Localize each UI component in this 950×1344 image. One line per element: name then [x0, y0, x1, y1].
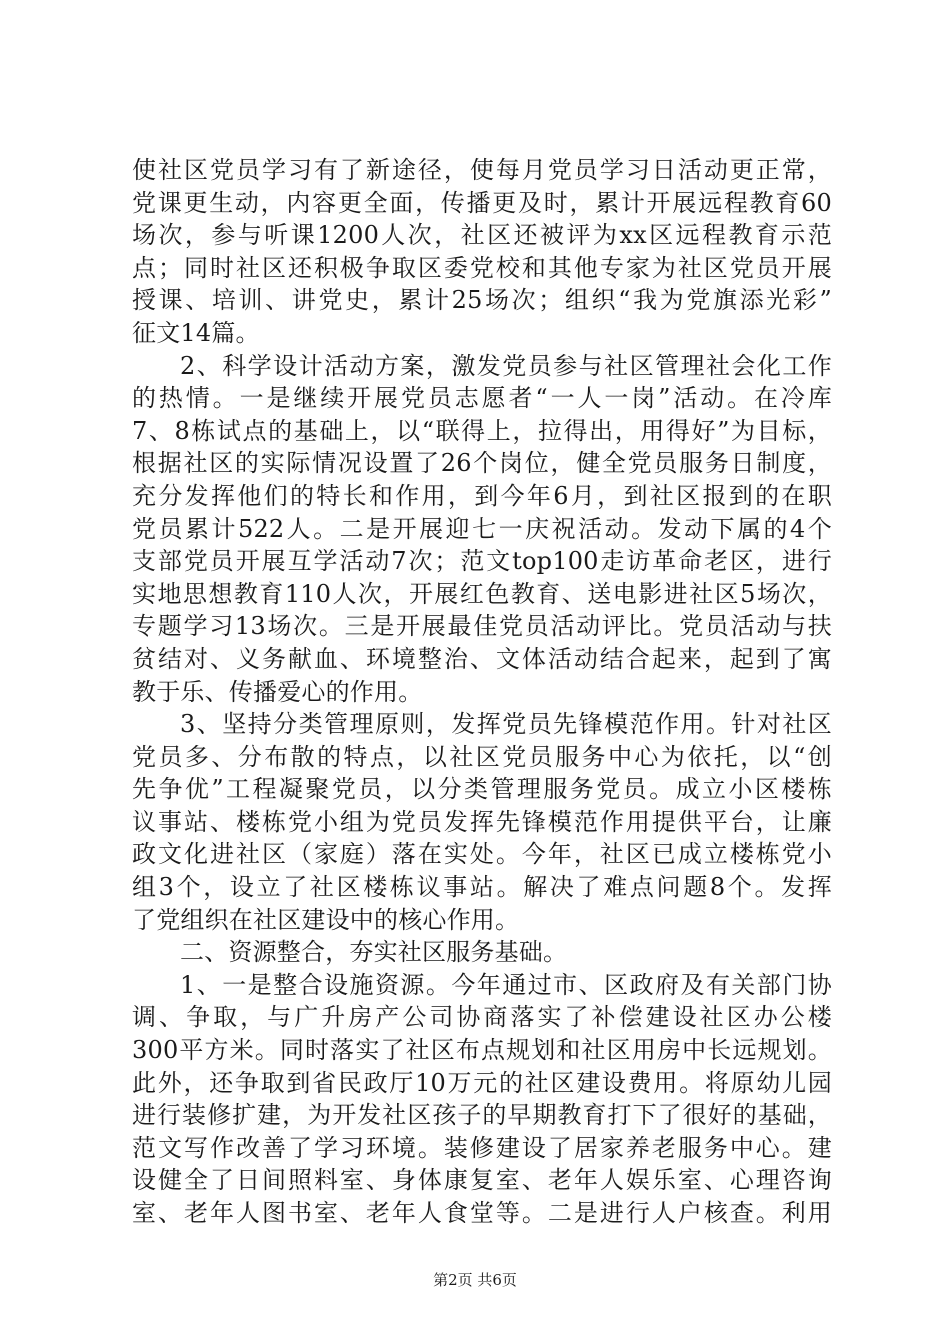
- text-line: 范文写作改善了学习环境。装修建设了居家养老服务中心。建: [132, 1133, 832, 1162]
- text-line: 1、一是整合设施资源。今年通过市、区政府及有关部门协: [180, 970, 832, 999]
- text-line: 专题学习13场次。三是开展最佳党员活动评比。党员活动与扶: [132, 612, 832, 641]
- text-line: 先争优”工程凝聚党员，以分类管理服务党员。成立小区楼栋: [132, 775, 832, 804]
- text-line: 300平方米。同时落实了社区布点规划和社区用房中长远规划。: [132, 1036, 832, 1065]
- text-line: 点；同时社区还积极争取区委党校和其他专家为社区党员开展: [132, 253, 832, 282]
- text-line: 教于乐、传播爱心的作用。: [132, 677, 423, 706]
- text-line: 授课、培训、讲党史，累计25场次；组织“我为党旗添光彩”: [132, 286, 832, 315]
- text-line: 了党组织在社区建设中的核心作用。: [132, 905, 520, 934]
- text-line: 的热情。一是继续开展党员志愿者“一人一岗”活动。在冷库: [132, 384, 832, 413]
- text-line: 7、8栋试点的基础上，以“联得上，拉得出，用得好”为目标，: [132, 416, 832, 445]
- text-line: 实地思想教育110人次，开展红色教育、送电影进社区5场次，: [132, 579, 832, 608]
- text-line: 组3个，设立了社区楼栋议事站。解决了难点问题8个。发挥: [132, 873, 832, 902]
- text-line: 使社区党员学习有了新途径，使每月党员学习日活动更正常，: [132, 156, 832, 184]
- text-line: 贫结对、义务献血、环境整治、文体活动结合起来，起到了寓: [132, 644, 832, 673]
- text-line: 室、老年人图书室、老年人食堂等。二是进行人户核查。利用: [132, 1199, 832, 1227]
- text-line: 场次，参与听课1200人次，社区还被评为xx区远程教育示范: [132, 221, 832, 250]
- text-line: 充分发挥他们的特长和作用，到今年6月，到社区报到的在职: [132, 481, 832, 510]
- text-line: 党员多、分布散的特点，以社区党员服务中心为依托，以“创: [132, 742, 832, 771]
- text-line: 调、争取，与广升房产公司协商落实了补偿建设社区办公楼: [132, 1003, 832, 1032]
- text-line: 政文化进社区（家庭）落在实处。今年，社区已成立楼栋党小: [132, 840, 832, 869]
- text-line: 3、坚持分类管理原则，发挥党员先锋模范作用。针对社区: [180, 710, 832, 739]
- text-line: 二、资源整合，夯实社区服务基础。: [180, 938, 568, 967]
- page-footer: 第2页 共6页: [433, 1271, 517, 1289]
- document-body: [132, 154, 832, 1230]
- text-line: 征文14篇。: [132, 318, 260, 347]
- text-line: 2、科学设计活动方案，激发党员参与社区管理社会化工作: [180, 351, 832, 380]
- text-line: 设健全了日间照料室、身体康复室、老年人娱乐室、心理咨询: [132, 1166, 832, 1195]
- text-line: 党课更生动，内容更全面，传播更及时，累计开展远程教育60: [132, 188, 832, 217]
- text-line: 议事站、楼栋党小组为党员发挥先锋模范作用提供平台，让廉: [132, 807, 832, 836]
- text-line: 进行装修扩建，为开发社区孩子的早期教育打下了很好的基础，: [132, 1101, 832, 1130]
- text-line: 此外，还争取到省民政厅10万元的社区建设费用。将原幼儿园: [132, 1068, 832, 1097]
- text-line: 根据社区的实际情况设置了26个岗位，健全党员服务日制度，: [132, 449, 832, 478]
- text-line: 支部党员开展互学活动7次；范文top100走访革命老区，进行: [132, 547, 832, 576]
- text-line: 党员累计522人。二是开展迎七一庆祝活动。发动下属的4个: [132, 514, 832, 543]
